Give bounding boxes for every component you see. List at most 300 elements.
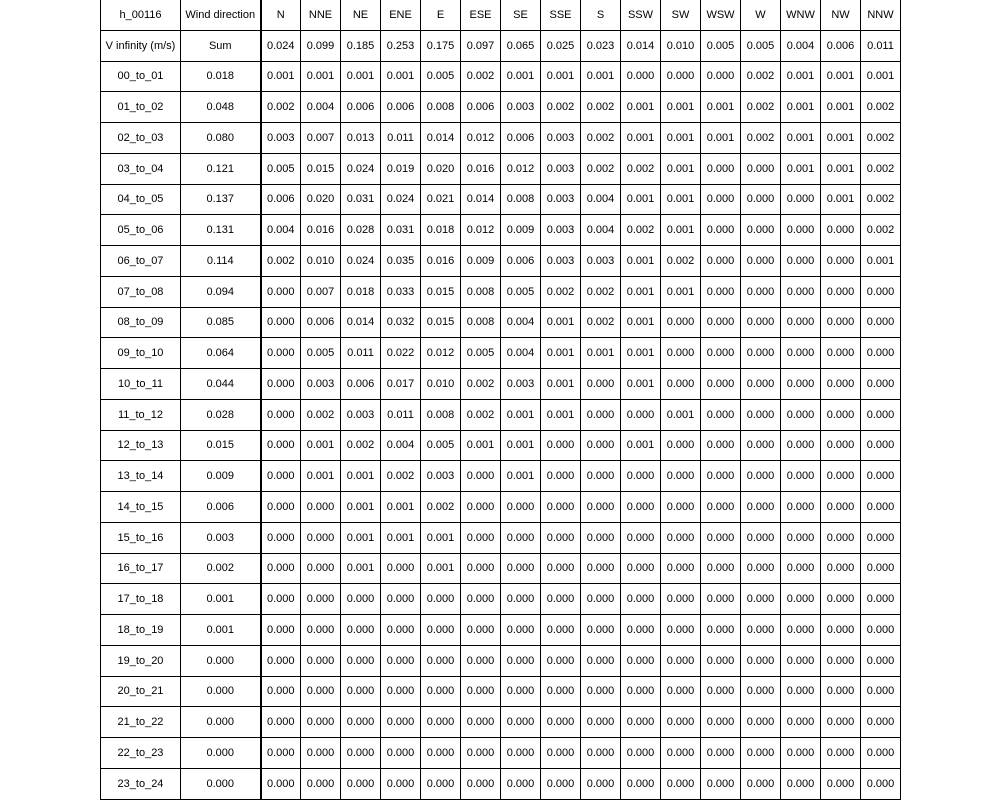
- frequency-cell: 0.001: [661, 184, 701, 215]
- frequency-cell: 0.004: [301, 92, 341, 123]
- frequency-cell: 0.001: [821, 123, 861, 154]
- frequency-cell: 0.000: [501, 553, 541, 584]
- frequency-cell: 0.008: [461, 276, 501, 307]
- frequency-cell: 0.000: [341, 645, 381, 676]
- frequency-cell: 0.002: [541, 92, 581, 123]
- frequency-cell: 0.006: [301, 307, 341, 338]
- frequency-cell: 0.004: [581, 184, 621, 215]
- row-sum-cell: 0.009: [181, 461, 261, 492]
- frequency-cell: 0.004: [261, 215, 301, 246]
- frequency-cell: 0.000: [581, 676, 621, 707]
- frequency-cell: 0.001: [621, 430, 661, 461]
- direction-total-cell: 0.006: [821, 30, 861, 61]
- frequency-cell: 0.000: [861, 676, 901, 707]
- frequency-cell: 0.000: [741, 676, 781, 707]
- frequency-cell: 0.002: [621, 153, 661, 184]
- speed-header: V infinity (m/s): [101, 30, 181, 61]
- frequency-cell: 0.002: [861, 184, 901, 215]
- direction-header-cell: SW: [661, 0, 701, 30]
- table-row: [101, 92, 901, 123]
- frequency-cell: 0.000: [501, 676, 541, 707]
- frequency-cell: 0.000: [261, 584, 301, 615]
- frequency-cell: 0.000: [821, 369, 861, 400]
- frequency-cell: 0.006: [341, 369, 381, 400]
- frequency-cell: 0.000: [461, 584, 501, 615]
- frequency-cell: 0.001: [661, 399, 701, 430]
- frequency-cell: 0.002: [381, 461, 421, 492]
- frequency-cell: 0.000: [421, 645, 461, 676]
- frequency-cell: 0.000: [861, 338, 901, 369]
- frequency-cell: 0.000: [381, 707, 421, 738]
- frequency-cell: 0.005: [301, 338, 341, 369]
- frequency-cell: 0.001: [301, 61, 341, 92]
- frequency-cell: 0.000: [661, 430, 701, 461]
- speed-bin-label: 05_to_06: [101, 215, 181, 246]
- frequency-cell: 0.002: [741, 123, 781, 154]
- row-sum-cell: 0.000: [181, 707, 261, 738]
- frequency-cell: 0.000: [661, 738, 701, 769]
- frequency-cell: 0.002: [861, 215, 901, 246]
- frequency-cell: 0.001: [661, 92, 701, 123]
- frequency-cell: 0.000: [621, 676, 661, 707]
- frequency-cell: 0.003: [581, 246, 621, 277]
- frequency-cell: 0.001: [781, 153, 821, 184]
- direction-total-cell: 0.065: [501, 30, 541, 61]
- frequency-cell: 0.000: [541, 492, 581, 523]
- frequency-cell: 0.000: [581, 430, 621, 461]
- row-sum-cell: 0.131: [181, 215, 261, 246]
- frequency-cell: 0.001: [541, 307, 581, 338]
- frequency-cell: 0.000: [621, 707, 661, 738]
- frequency-cell: 0.003: [341, 399, 381, 430]
- frequency-cell: 0.000: [861, 707, 901, 738]
- frequency-cell: 0.000: [421, 738, 461, 769]
- frequency-cell: 0.000: [821, 707, 861, 738]
- frequency-cell: 0.000: [461, 707, 501, 738]
- frequency-cell: 0.005: [421, 430, 461, 461]
- frequency-cell: 0.002: [581, 307, 621, 338]
- frequency-cell: 0.001: [501, 61, 541, 92]
- frequency-cell: 0.004: [501, 307, 541, 338]
- frequency-cell: 0.000: [781, 522, 821, 553]
- speed-bin-label: 11_to_12: [101, 399, 181, 430]
- speed-bin-label: 13_to_14: [101, 461, 181, 492]
- frequency-cell: 0.002: [861, 92, 901, 123]
- frequency-cell: 0.002: [261, 92, 301, 123]
- frequency-cell: 0.000: [461, 738, 501, 769]
- frequency-cell: 0.000: [701, 369, 741, 400]
- frequency-cell: 0.000: [821, 645, 861, 676]
- table-row: [101, 676, 901, 707]
- speed-bin-label: 04_to_05: [101, 184, 181, 215]
- frequency-cell: 0.035: [381, 246, 421, 277]
- frequency-cell: 0.000: [421, 707, 461, 738]
- frequency-cell: 0.000: [501, 615, 541, 646]
- frequency-cell: 0.000: [741, 276, 781, 307]
- frequency-cell: 0.000: [581, 399, 621, 430]
- frequency-cell: 0.000: [261, 461, 301, 492]
- row-sum-cell: 0.000: [181, 738, 261, 769]
- direction-total-cell: 0.024: [261, 30, 301, 61]
- frequency-cell: 0.000: [541, 553, 581, 584]
- speed-bin-label: 19_to_20: [101, 645, 181, 676]
- frequency-cell: 0.000: [621, 553, 661, 584]
- frequency-cell: 0.000: [501, 707, 541, 738]
- frequency-cell: 0.006: [461, 92, 501, 123]
- table-row: [101, 153, 901, 184]
- frequency-cell: 0.000: [301, 615, 341, 646]
- row-sum-cell: 0.000: [181, 645, 261, 676]
- frequency-cell: 0.000: [861, 584, 901, 615]
- frequency-cell: 0.000: [661, 461, 701, 492]
- frequency-cell: 0.000: [861, 615, 901, 646]
- frequency-cell: 0.006: [261, 184, 301, 215]
- frequency-cell: 0.000: [781, 738, 821, 769]
- frequency-cell: 0.000: [581, 553, 621, 584]
- frequency-cell: 0.000: [741, 399, 781, 430]
- frequency-cell: 0.003: [501, 369, 541, 400]
- row-sum-cell: 0.001: [181, 615, 261, 646]
- frequency-cell: 0.009: [501, 215, 541, 246]
- direction-header-cell: NNE: [301, 0, 341, 30]
- frequency-cell: 0.007: [301, 276, 341, 307]
- frequency-cell: 0.006: [501, 246, 541, 277]
- speed-bin-label: 22_to_23: [101, 738, 181, 769]
- frequency-cell: 0.000: [821, 338, 861, 369]
- frequency-cell: 0.007: [301, 123, 341, 154]
- row-sum-cell: 0.001: [181, 584, 261, 615]
- frequency-cell: 0.000: [661, 645, 701, 676]
- frequency-cell: 0.000: [461, 615, 501, 646]
- table-row: [101, 615, 901, 646]
- frequency-cell: 0.001: [541, 369, 581, 400]
- frequency-cell: 0.000: [701, 492, 741, 523]
- frequency-cell: 0.000: [861, 369, 901, 400]
- direction-header-cell: SSW: [621, 0, 661, 30]
- frequency-cell: 0.000: [701, 215, 741, 246]
- frequency-cell: 0.000: [261, 615, 301, 646]
- frequency-cell: 0.000: [541, 461, 581, 492]
- speed-bin-label: 18_to_19: [101, 615, 181, 646]
- frequency-cell: 0.008: [501, 184, 541, 215]
- frequency-cell: 0.000: [381, 615, 421, 646]
- header-row: [101, 0, 901, 30]
- totals-row: [101, 30, 901, 61]
- frequency-cell: 0.003: [301, 369, 341, 400]
- frequency-cell: 0.000: [781, 338, 821, 369]
- frequency-cell: 0.005: [261, 153, 301, 184]
- speed-bin-label: 17_to_18: [101, 584, 181, 615]
- speed-bin-label: 08_to_09: [101, 307, 181, 338]
- frequency-cell: 0.000: [781, 430, 821, 461]
- table-row: [101, 492, 901, 523]
- speed-bin-label: 01_to_02: [101, 92, 181, 123]
- frequency-cell: 0.001: [621, 276, 661, 307]
- row-sum-cell: 0.044: [181, 369, 261, 400]
- frequency-cell: 0.000: [541, 430, 581, 461]
- frequency-cell: 0.000: [581, 768, 621, 799]
- frequency-cell: 0.000: [621, 738, 661, 769]
- frequency-cell: 0.001: [781, 123, 821, 154]
- direction-total-cell: 0.014: [621, 30, 661, 61]
- frequency-cell: 0.001: [661, 215, 701, 246]
- frequency-cell: 0.000: [461, 553, 501, 584]
- frequency-cell: 0.002: [581, 123, 621, 154]
- frequency-cell: 0.001: [621, 338, 661, 369]
- frequency-cell: 0.000: [261, 707, 301, 738]
- frequency-cell: 0.000: [701, 338, 741, 369]
- frequency-cell: 0.000: [861, 399, 901, 430]
- frequency-cell: 0.015: [421, 276, 461, 307]
- frequency-cell: 0.000: [261, 399, 301, 430]
- table-row: [101, 522, 901, 553]
- frequency-cell: 0.000: [301, 707, 341, 738]
- frequency-cell: 0.002: [261, 246, 301, 277]
- frequency-cell: 0.001: [621, 92, 661, 123]
- frequency-cell: 0.000: [621, 492, 661, 523]
- frequency-cell: 0.000: [501, 645, 541, 676]
- frequency-cell: 0.000: [461, 676, 501, 707]
- frequency-cell: 0.000: [661, 338, 701, 369]
- speed-bin-label: 02_to_03: [101, 123, 181, 154]
- frequency-cell: 0.001: [461, 430, 501, 461]
- row-sum-cell: 0.085: [181, 307, 261, 338]
- frequency-cell: 0.000: [661, 676, 701, 707]
- frequency-cell: 0.001: [821, 184, 861, 215]
- frequency-cell: 0.014: [461, 184, 501, 215]
- frequency-cell: 0.002: [461, 61, 501, 92]
- frequency-cell: 0.000: [741, 553, 781, 584]
- frequency-cell: 0.001: [261, 61, 301, 92]
- frequency-cell: 0.000: [661, 584, 701, 615]
- frequency-cell: 0.000: [861, 307, 901, 338]
- frequency-cell: 0.000: [341, 768, 381, 799]
- frequency-cell: 0.001: [661, 276, 701, 307]
- frequency-cell: 0.000: [541, 707, 581, 738]
- frequency-cell: 0.000: [741, 492, 781, 523]
- direction-total-cell: 0.185: [341, 30, 381, 61]
- frequency-cell: 0.000: [861, 492, 901, 523]
- speed-bin-label: 12_to_13: [101, 430, 181, 461]
- frequency-cell: 0.016: [301, 215, 341, 246]
- frequency-cell: 0.000: [781, 276, 821, 307]
- frequency-cell: 0.002: [581, 153, 621, 184]
- frequency-cell: 0.003: [541, 215, 581, 246]
- frequency-cell: 0.003: [541, 153, 581, 184]
- frequency-cell: 0.001: [341, 522, 381, 553]
- frequency-cell: 0.000: [621, 399, 661, 430]
- frequency-cell: 0.020: [301, 184, 341, 215]
- frequency-cell: 0.001: [341, 461, 381, 492]
- frequency-cell: 0.002: [621, 215, 661, 246]
- frequency-cell: 0.000: [741, 369, 781, 400]
- frequency-cell: 0.000: [541, 645, 581, 676]
- frequency-cell: 0.000: [741, 430, 781, 461]
- frequency-cell: 0.021: [421, 184, 461, 215]
- frequency-cell: 0.000: [701, 522, 741, 553]
- frequency-cell: 0.003: [261, 123, 301, 154]
- frequency-cell: 0.006: [341, 92, 381, 123]
- frequency-cell: 0.000: [461, 645, 501, 676]
- frequency-cell: 0.000: [781, 246, 821, 277]
- frequency-cell: 0.000: [741, 338, 781, 369]
- frequency-cell: 0.000: [621, 768, 661, 799]
- frequency-cell: 0.003: [501, 92, 541, 123]
- table-row: [101, 338, 901, 369]
- direction-header-cell: ESE: [461, 0, 501, 30]
- frequency-cell: 0.000: [461, 492, 501, 523]
- frequency-cell: 0.000: [261, 276, 301, 307]
- frequency-cell: 0.001: [341, 553, 381, 584]
- frequency-cell: 0.000: [421, 584, 461, 615]
- frequency-cell: 0.000: [821, 553, 861, 584]
- direction-header-cell: NNW: [861, 0, 901, 30]
- speed-bin-label: 21_to_22: [101, 707, 181, 738]
- frequency-cell: 0.000: [541, 615, 581, 646]
- frequency-cell: 0.000: [341, 615, 381, 646]
- frequency-cell: 0.000: [701, 768, 741, 799]
- frequency-cell: 0.008: [421, 92, 461, 123]
- table-row: [101, 645, 901, 676]
- frequency-cell: 0.000: [741, 461, 781, 492]
- frequency-cell: 0.003: [421, 461, 461, 492]
- frequency-cell: 0.000: [661, 522, 701, 553]
- frequency-cell: 0.002: [341, 430, 381, 461]
- frequency-cell: 0.002: [421, 492, 461, 523]
- frequency-cell: 0.000: [581, 492, 621, 523]
- table-row: [101, 61, 901, 92]
- frequency-cell: 0.000: [821, 461, 861, 492]
- frequency-cell: 0.002: [581, 276, 621, 307]
- corner-label: h_00116: [101, 0, 181, 30]
- frequency-cell: 0.000: [461, 522, 501, 553]
- direction-total-cell: 0.099: [301, 30, 341, 61]
- frequency-cell: 0.000: [821, 768, 861, 799]
- speed-bin-label: 20_to_21: [101, 676, 181, 707]
- frequency-cell: 0.000: [781, 399, 821, 430]
- frequency-cell: 0.001: [301, 461, 341, 492]
- frequency-cell: 0.000: [661, 61, 701, 92]
- frequency-cell: 0.000: [581, 584, 621, 615]
- frequency-cell: 0.000: [821, 584, 861, 615]
- frequency-cell: 0.000: [541, 738, 581, 769]
- speed-bin-label: 07_to_08: [101, 276, 181, 307]
- frequency-cell: 0.001: [421, 553, 461, 584]
- direction-header-cell: SE: [501, 0, 541, 30]
- frequency-cell: 0.011: [381, 399, 421, 430]
- direction-header-cell: N: [261, 0, 301, 30]
- frequency-cell: 0.000: [701, 153, 741, 184]
- table-row: [101, 276, 901, 307]
- direction-total-cell: 0.023: [581, 30, 621, 61]
- frequency-cell: 0.000: [741, 153, 781, 184]
- frequency-cell: 0.000: [461, 768, 501, 799]
- frequency-cell: 0.016: [421, 246, 461, 277]
- frequency-cell: 0.001: [341, 61, 381, 92]
- row-sum-cell: 0.000: [181, 768, 261, 799]
- frequency-cell: 0.000: [661, 492, 701, 523]
- frequency-cell: 0.002: [861, 153, 901, 184]
- frequency-cell: 0.000: [501, 738, 541, 769]
- table-row: [101, 399, 901, 430]
- frequency-cell: 0.013: [341, 123, 381, 154]
- frequency-cell: 0.001: [501, 461, 541, 492]
- frequency-cell: 0.033: [381, 276, 421, 307]
- row-sum-cell: 0.006: [181, 492, 261, 523]
- frequency-cell: 0.000: [701, 707, 741, 738]
- direction-header-cell: WSW: [701, 0, 741, 30]
- sum-label: Sum: [181, 30, 261, 61]
- frequency-cell: 0.014: [421, 123, 461, 154]
- table-row: [101, 307, 901, 338]
- row-sum-cell: 0.002: [181, 553, 261, 584]
- frequency-cell: 0.000: [341, 738, 381, 769]
- frequency-cell: 0.000: [821, 399, 861, 430]
- frequency-cell: 0.000: [741, 615, 781, 646]
- frequency-cell: 0.000: [461, 461, 501, 492]
- frequency-cell: 0.000: [821, 522, 861, 553]
- frequency-cell: 0.000: [781, 676, 821, 707]
- frequency-cell: 0.000: [701, 399, 741, 430]
- frequency-cell: 0.000: [821, 430, 861, 461]
- row-sum-cell: 0.048: [181, 92, 261, 123]
- frequency-cell: 0.000: [701, 61, 741, 92]
- frequency-cell: 0.000: [701, 615, 741, 646]
- speed-bin-label: 23_to_24: [101, 768, 181, 799]
- direction-header-cell: NE: [341, 0, 381, 30]
- table-row: [101, 369, 901, 400]
- table-row: [101, 461, 901, 492]
- frequency-cell: 0.000: [741, 215, 781, 246]
- frequency-cell: 0.006: [501, 123, 541, 154]
- frequency-cell: 0.000: [861, 276, 901, 307]
- direction-header-cell: S: [581, 0, 621, 30]
- frequency-cell: 0.000: [781, 553, 821, 584]
- frequency-cell: 0.000: [581, 738, 621, 769]
- row-sum-cell: 0.137: [181, 184, 261, 215]
- speed-bin-label: 09_to_10: [101, 338, 181, 369]
- frequency-cell: 0.000: [701, 553, 741, 584]
- frequency-cell: 0.012: [461, 215, 501, 246]
- frequency-cell: 0.000: [261, 430, 301, 461]
- frequency-cell: 0.000: [701, 246, 741, 277]
- frequency-cell: 0.000: [741, 307, 781, 338]
- frequency-cell: 0.000: [741, 246, 781, 277]
- speed-bin-label: 10_to_11: [101, 369, 181, 400]
- frequency-cell: 0.000: [621, 61, 661, 92]
- frequency-cell: 0.000: [821, 276, 861, 307]
- frequency-cell: 0.000: [661, 768, 701, 799]
- direction-total-cell: 0.010: [661, 30, 701, 61]
- frequency-cell: 0.000: [781, 215, 821, 246]
- row-sum-cell: 0.064: [181, 338, 261, 369]
- frequency-cell: 0.000: [781, 615, 821, 646]
- frequency-cell: 0.000: [701, 461, 741, 492]
- table-row: [101, 246, 901, 277]
- frequency-cell: 0.000: [661, 615, 701, 646]
- frequency-cell: 0.000: [821, 307, 861, 338]
- frequency-cell: 0.001: [781, 61, 821, 92]
- frequency-cell: 0.015: [421, 307, 461, 338]
- frequency-cell: 0.000: [781, 707, 821, 738]
- frequency-cell: 0.000: [261, 645, 301, 676]
- frequency-cell: 0.000: [821, 492, 861, 523]
- frequency-cell: 0.000: [581, 645, 621, 676]
- frequency-cell: 0.001: [581, 61, 621, 92]
- frequency-cell: 0.000: [821, 246, 861, 277]
- frequency-cell: 0.002: [741, 92, 781, 123]
- frequency-cell: 0.000: [581, 461, 621, 492]
